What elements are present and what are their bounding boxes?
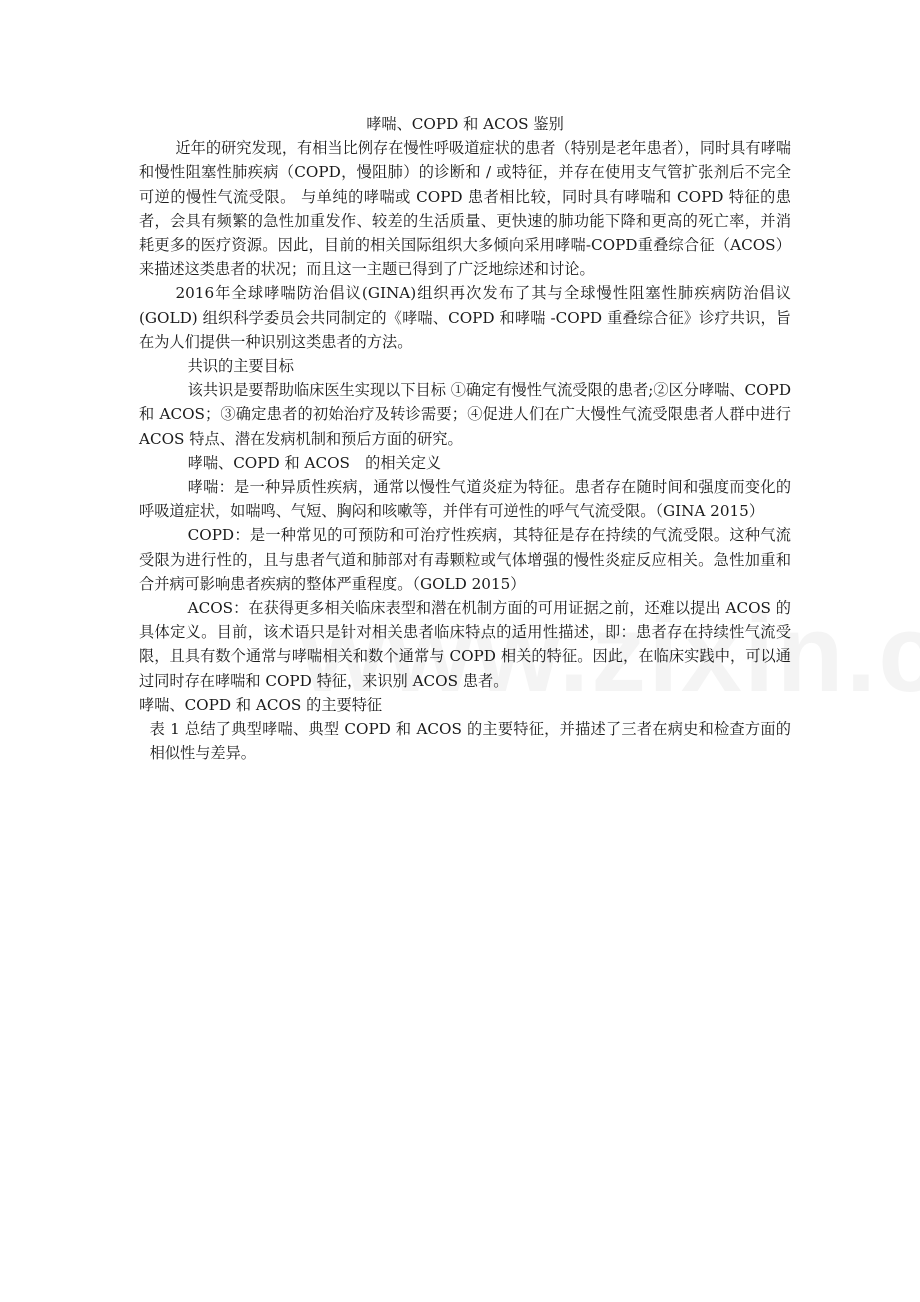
paragraph-intro: 近年的研究发现，有相当比例存在慢性呼吸道症状的患者（特别是老年患者），同时具有哮喘和慢性阻塞性肺疾病（COPD，慢阻肺）的诊断和 / 或特征，并存在使用支气管扩张剂后不完全可逆的慢性气流受限。 与单纯的哮喘或 COPD 患者相比较，同时具有哮喘和 COPD 特征的患者，会具有频繁的急性加重发作、较差的生活质量、更快速的肺功能下降和更高的死亡率，并消耗更多的医疗资源。因此，目前的相关国际组织大多倾向采用哮喘-COPD重叠综合征（ACOS）来描述这类患者的状况；而且这一主题已得到了广泛地综述和讨论。 (139, 139, 791, 279)
paragraph-table-intro: 表 1 总结了典型哮喘、典型 COPD 和 ACOS 的主要特征，并描述了三者在病史和检查方面的相似性与差异。 (149, 720, 791, 763)
paragraph-gina: 2016年全球哮喘防治倡议(GINA)组织再次发布了其与全球慢性阻塞性肺疾病防治倡议 (GOLD) 组织科学委员会共同制定的《哮喘、COPD 和哮喘 -COPD 重叠综合征》诊疗共识，旨在为人们提供一种识别这类患者的方法。 (139, 284, 791, 351)
paragraph-acos-definition: ACOS：在获得更多相关临床表型和潜在机制方面的可用证据之前，还难以提出 ACOS 的具体定义。目前，该术语只是针对相关患者临床特点的适用性描述，即：患者存在持续性气流受限，且具有数个通常与哮喘相关和数个通常与 COPD 相关的特征。因此，在临床实践中，可以通过同时存在哮喘和 COPD 特征，来识别 ACOS 患者。 (139, 599, 791, 690)
heading-goals: 共识的主要目标 (187, 357, 294, 376)
paragraph-goals: 该共识是要帮助临床医生实现以下目标 ①确定有慢性气流受限的患者;②区分哮喘、COPD 和 ACOS；③确定患者的初始治疗及转诊需要；④促进人们在广大慢性气流受限患者人群中进行 ACOS 特点、潜在发病机制和预后方面的研究。 (139, 381, 791, 448)
heading-features: 哮喘、COPD 和 ACOS 的主要特征 (139, 695, 383, 714)
paragraph-asthma-definition: 哮喘：是一种异质性疾病，通常以慢性气道炎症为特征。患者存在随时间和强度而变化的呼吸道症状，如喘鸣、气短、胸闷和咳嗽等，并伴有可逆性的呼气气流受限。（GINA 2015） (139, 478, 791, 521)
paragraph-copd-definition: COPD：是一种常见的可预防和可治疗性疾病，其特征是存在持续的气流受限。这种气流受限为进行性的，且与患者气道和肺部对有毒颗粒或气体增强的慢性炎症反应相关。急性加重和合并病可影响患者疾病的整体严重程度。（GOLD 2015） (139, 526, 791, 593)
document-page (139, 112, 791, 765)
heading-definitions: 哮喘、COPD 和 ACOS 的相关定义 (187, 453, 442, 472)
document-title: 哮喘、COPD 和 ACOS 鉴别 (366, 115, 564, 133)
